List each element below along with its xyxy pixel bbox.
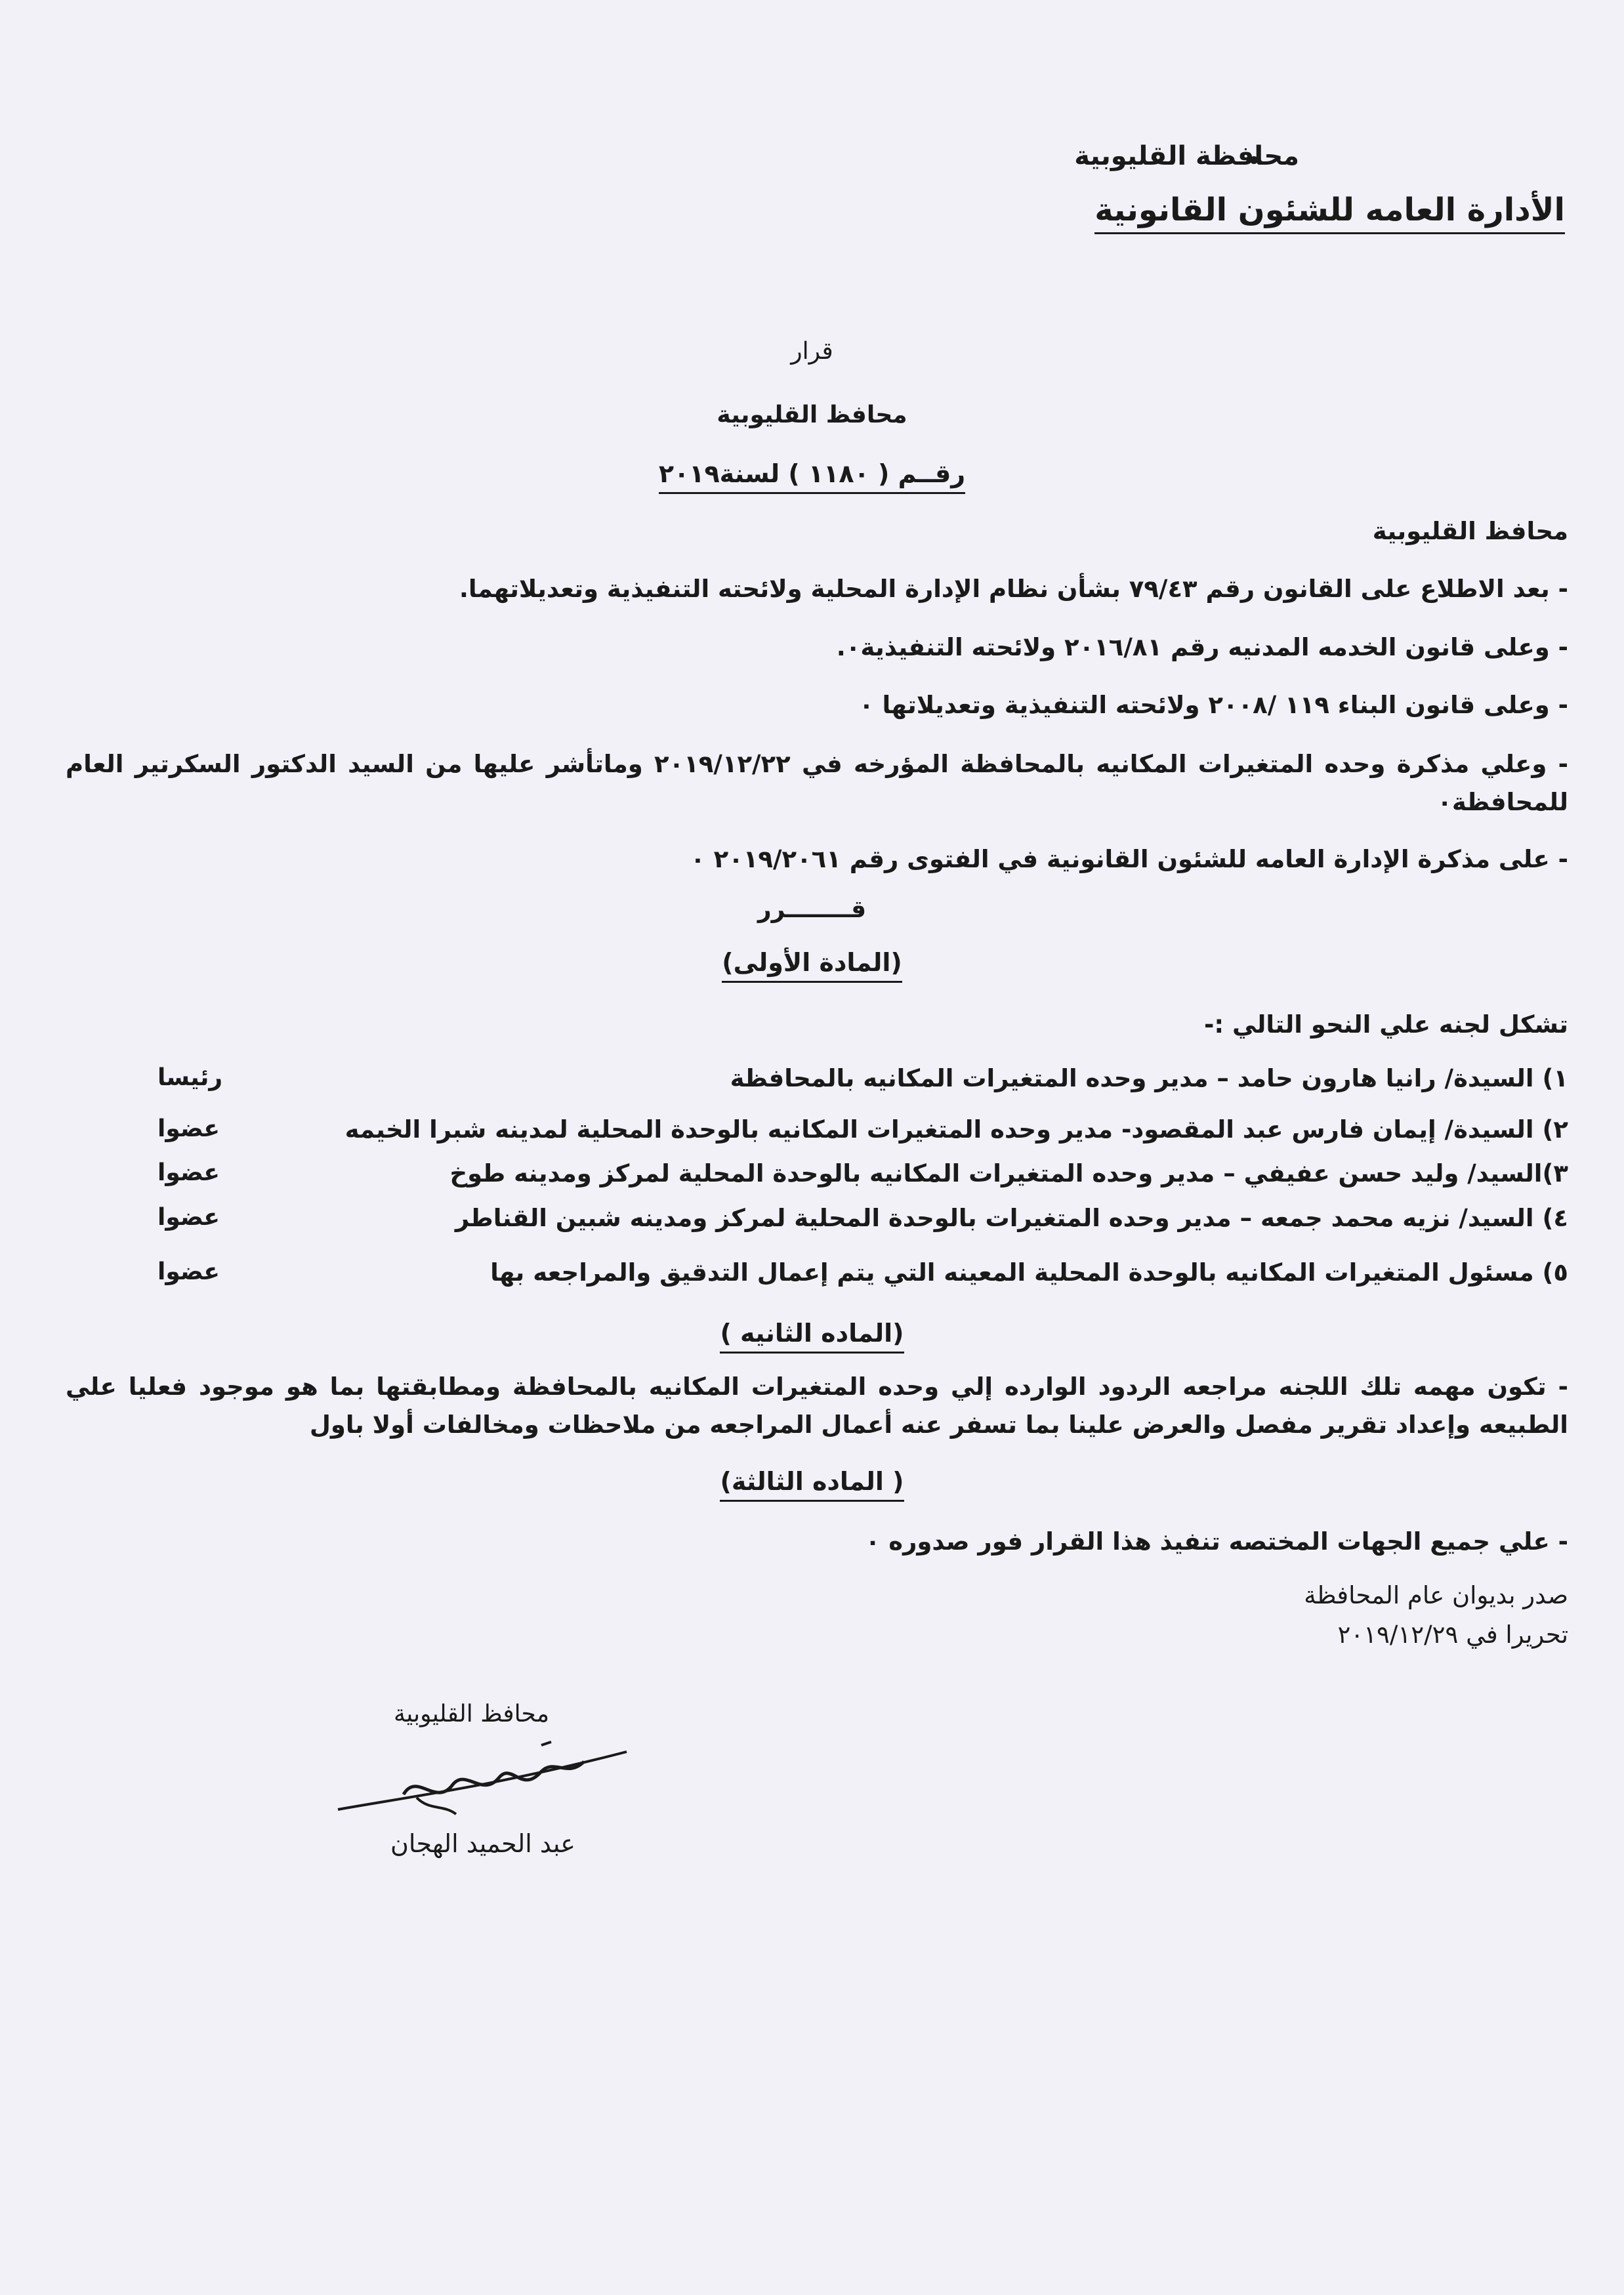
article3-heading bbox=[0, 1467, 1624, 1496]
preamble-item: - على مذكرة الإدارة العامه للشئون القانونية في الفتوى رقم ٢٠١٩/٢٠٦١ ٠ bbox=[690, 845, 1568, 873]
article1-heading bbox=[0, 948, 1624, 977]
article3-heading-text: ( الماده الثالثة) bbox=[720, 1467, 904, 1502]
member-role: رئيسا bbox=[157, 1064, 223, 1091]
issued-place: صدر بديوان عام المحافظة bbox=[1304, 1581, 1568, 1609]
decree-number bbox=[0, 459, 1624, 488]
committee-member: ٣)السيد/ وليد حسن عفيفي – مدير وحده المتغيرات المكانيه بالوحدة المحلية لمركز ومدينه طوخ bbox=[449, 1159, 1568, 1188]
article1-intro: تشكل لجنه علي النحو التالي :- bbox=[1204, 1010, 1568, 1039]
article3-text: - علي جميع الجهات المختصه تنفيذ هذا القرار فور صدوره ٠ bbox=[865, 1527, 1568, 1556]
decree-title: قرار bbox=[791, 338, 833, 365]
decree-issuer-title: محافظ القليوبية bbox=[717, 402, 907, 428]
handwritten-signature bbox=[325, 1732, 640, 1830]
preamble-item: - وعلى قانون البناء ١١٩ /٢٠٠٨ ولائحته التنفيذية وتعديلاتها ٠ bbox=[859, 691, 1568, 719]
article2-heading bbox=[0, 1319, 1624, 1348]
signatory-name: عبد الحميد الهجان bbox=[390, 1829, 575, 1858]
member-role: عضوا bbox=[157, 1204, 220, 1231]
member-role: عضوا bbox=[157, 1258, 220, 1285]
decides-heading: قــــــــرر bbox=[757, 896, 867, 923]
member-role: عضوا bbox=[157, 1115, 220, 1142]
article2-heading-text: (الماده الثانيه ) bbox=[720, 1319, 904, 1354]
member-role: عضوا bbox=[157, 1159, 220, 1186]
preamble-issuer: محافظ القليوبية bbox=[1372, 517, 1568, 545]
committee-member: ٤) السيد/ نزيه محمد جمعه – مدير وحده المتغيرات بالوحدة المحلية لمركز ومدينه شبين القناطر bbox=[455, 1204, 1568, 1232]
preamble-item: - وعلى قانون الخدمه المدنيه رقم ٢٠١٦/٨١ ولائحته التنفيذية٠. bbox=[836, 633, 1568, 661]
committee-member: ٥) مسئول المتغيرات المكانيه بالوحدة المحلية المعينه التي يتم إعمال التدقيق والمراجعه بها bbox=[490, 1258, 1568, 1287]
signatory-title: محافظ القليوبية bbox=[394, 1701, 550, 1727]
department-header: الأدارة العامه للشئون القانونية bbox=[1094, 192, 1565, 234]
article1-heading-text: (المادة الأولى) bbox=[722, 948, 902, 983]
preamble-item: - بعد الاطلاع على القانون رقم ٧٩/٤٣ بشأن نظام الإدارة المحلية ولائحته التنفيذية وتعديلاتهما. bbox=[459, 575, 1568, 603]
decree-number-text: رقــم ( ١١٨٠ ) لسنة٢٠١٩ bbox=[659, 459, 965, 494]
governorate-header: محافظة القليوبية bbox=[1074, 141, 1299, 171]
article2-text: - تكون مهمه تلك اللجنه مراجعه الردود الوارده إلي وحده المتغيرات المكانيه بالمحافظة ومطابقتها بما هو موجود فعليا علي الطبيعه وإعداد تقرير مفصل والعرض علينا بما تسفر عنه أعمال المراجعه من ملاحظات ومخالفات أولا باول bbox=[66, 1373, 1568, 1439]
committee-member: ٢) السيدة/ إيمان فارس عبد المقصود- مدير وحده المتغيرات المكانيه بالوحدة المحلية لمدينه شبرا الخيمه bbox=[344, 1115, 1568, 1144]
committee-member: ١) السيدة/ رانيا هارون حامد – مدير وحده المتغيرات المكانيه بالمحافظة bbox=[730, 1064, 1568, 1092]
preamble-item: - وعلي مذكرة وحده المتغيرات المكانيه بالمحافظة المؤرخه في ٢٠١٩/١٢/٢٢ وماتأشر عليها من السيد الدكتور السكرتير العام للمحافظة٠ bbox=[66, 750, 1568, 816]
issued-date: تحريرا في ٢٠١٩/١٢/٢٩ bbox=[1337, 1621, 1568, 1649]
